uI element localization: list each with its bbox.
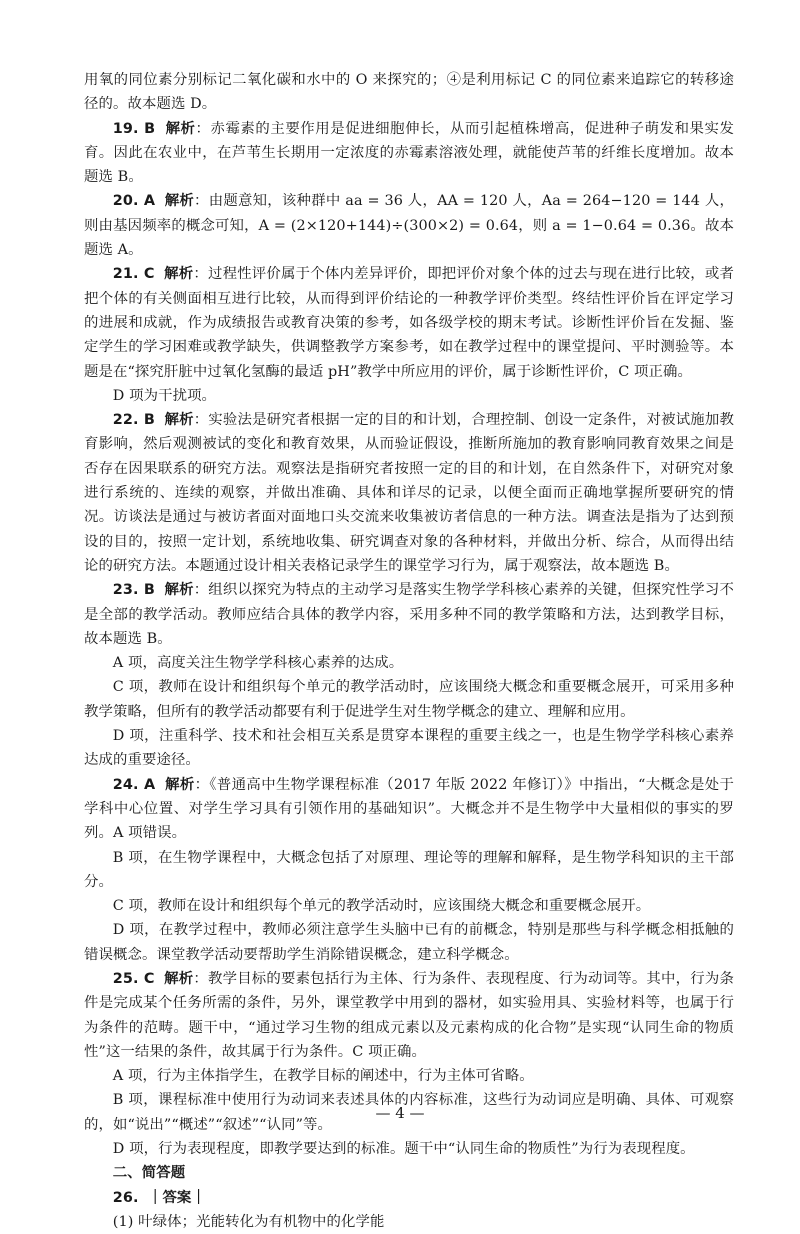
q20-number: 20. A (112, 193, 156, 210)
q23-text: ：组织以探究为特点的主动学习是落实生物学学科核心素养的关键，但探究性学习不是全部的教学活动。教师应结合具体的教学内容，采用多种不同的教学策略和方法，达到教学目标，故本题选 B。 (84, 582, 735, 647)
section-title: 二、简答题 (112, 1165, 186, 1182)
q23-option-c: C 项，教师在设计和组织每个单元的教学活动时，应该围绕大概念和重要概念展开，可采用多种教学策略，但所有的教学活动都要有利于促进学生对生物学概念的建立、理解和应用。 (84, 679, 734, 720)
page-number: — 4 — (375, 1104, 425, 1122)
q24-paragraph (84, 773, 734, 846)
q24-option-b: B 项，在生物学课程中，大概念包括了对原理、理论等的理解和解释，是生物学科知识的主干部分。 (84, 849, 734, 890)
q21-option-d: D 项为干扰项。 (112, 387, 217, 404)
q19-label: 解析 (165, 120, 196, 137)
intro-paragraph: 用氧的同位素分别标记二氧化碳和水中的 O 来探究的；④是利用标记 C 的同位素来追踪它的转移途径的。故本题选 D。 (84, 72, 734, 113)
q26-item-1: (1) 叶绿体；光能转化为有机物中的化学能 (112, 1213, 385, 1230)
q24-text: ：《普通高中生物学课程标准（2017 年版 2022 年修订）》中指出，“大概念是处于学科中心位置、对学生学习具有引领作用的基础知识”。大概念并不是生物学中大量相似的事实的罗列。A 项错误。 (84, 776, 734, 842)
q25-option-a: A 项，行为主体指学生，在教学目标的阐述中，行为主体可省略。 (112, 1068, 534, 1085)
q26-answer-label: ｜答案｜ (147, 1189, 206, 1206)
q25-option-d: D 项，行为表现程度，即教学要达到的标准。题干中“认同生命的物质性”为行为表现程度。 (112, 1141, 695, 1158)
q19-text: ：赤霉素的主要作用是促进细胞伸长，从而引起植株增高，促进种子萌发和果实发育。因此在农业中，在芦苇生长期用一定浓度的赤霉素溶液处理，就能使芦苇的纤维长度增加。故本题选 B。 (84, 120, 734, 186)
q23-option-d: D 项，注重科学、技术和社会相互关系是贯穿本课程的重要主线之一，也是生物学学科核心素养达成的重要途径。 (84, 728, 734, 769)
q26-number: 26. (112, 1189, 139, 1206)
q24-option-d: D 项，在教学过程中，教师必须注意学生头脑中已有的前概念，特别是那些与科学概念相抵触的错误概念。课堂教学活动要帮助学生消除错误概念，建立科学概念。 (84, 922, 734, 963)
q22-paragraph (84, 408, 734, 578)
q24-option-c: C 项，教师在设计和组织每个单元的教学活动时，应该围绕大概念和重要概念展开。 (112, 898, 651, 915)
q24-label: 解析 (165, 776, 195, 793)
q25-paragraph (84, 967, 734, 1064)
q20-text: ：由题意知，该种群中 aa = 36 人，AA = 120 人，Aa = 264−120 = 144 人，则由基因频率的概念可知，A = (2×120+144)÷(300×2) = 0.64，则 a = 1−0.64 = 0.36。故本题选 A。 (84, 193, 734, 259)
q21-number: 21. C (112, 266, 155, 283)
q25-text: ：教学目标的要素包括行为主体、行为条件、表现程度、行为动词等。其中，行为条件是完成某个任务所需的条件，另外，课堂教学中用到的器材，如实验用具、实验材料等，也属于行为条件的范畴。题干中，“通过学习生物的组成元素以及元素构成的化合物”是实现“认同生命的物质性”这一结果的条件，故其属于行为条件。C 项正确。 (84, 970, 734, 1060)
q23-label: 解析 (164, 582, 194, 599)
q25-number: 25. C (112, 970, 155, 987)
q21-label: 解析 (164, 266, 194, 283)
q21-text: ：过程性评价属于个体内差异评价，即把评价对象个体的过去与现在进行比较，或者把个体的有关侧面相互进行比较，从而得到评价结论的一种教学评价类型。终结性评价旨在评定学习的进展和成就，作为成绩报告或教育决策的参考，如各级学校的期末考试。诊断性评价旨在发掘、鉴定学生的学习困难或教学缺失，供调整教学方案参考，如在教学过程中的课堂提问、平时测验等。本题是在“探究肝脏中过氧化氢酶的最适 pH”教学中所应用的评价，属于诊断性评价，C 项正确。 (84, 266, 734, 380)
q20-paragraph (84, 189, 734, 262)
q23-option-a: A 项，高度关注生物学学科核心素养的达成。 (112, 655, 404, 672)
q19-paragraph (84, 117, 734, 190)
q22-label: 解析 (164, 412, 194, 429)
q20-label: 解析 (164, 193, 195, 210)
q22-text: ：实验法是研究者根据一定的目的和计划，合理控制、创设一定条件，对被试施加教育影响，然后观测被试的变化和教育效果，从而验证假设，推断所施加的教育影响同教育效果之间是否存在因果联系的研究方法。观察法是指研究者按照一定的目的和计划，在自然条件下，对研究对象进行系统的、连续的观察，并做出准确、具体和详尽的记录，以便全面而正确地掌握所要研究的情况。访谈法是通过与被访者面对面地口头交流来收集被访者信息的一种方法。调查法是指为了达到预设的目的，按照一定计划，系统地收集、研究调查对象的各种材料，并做出分析、综合，从而得出结论的研究方法。本题通过设计相关表格记录学生的课堂学习行为，属于观察法，故本题选 B。 (84, 412, 735, 574)
q22-number: 22. B (112, 412, 155, 429)
q23-number: 23. B (112, 582, 155, 599)
q24-number: 24. A (112, 776, 156, 793)
q25-label: 解析 (164, 970, 194, 987)
q19-number: 19. B (112, 120, 156, 137)
q21-paragraph (84, 262, 734, 383)
answer-document (84, 68, 734, 1234)
q23-paragraph (84, 578, 734, 651)
q26-header (84, 1186, 734, 1210)
q25-option-b: B 项，课程标准中使用行为动词来表述具体的内容标准，这些行为动词应是明确、具体、可观察的，如“说出”“概述”“叙述”“认同”等。 (84, 1092, 734, 1133)
